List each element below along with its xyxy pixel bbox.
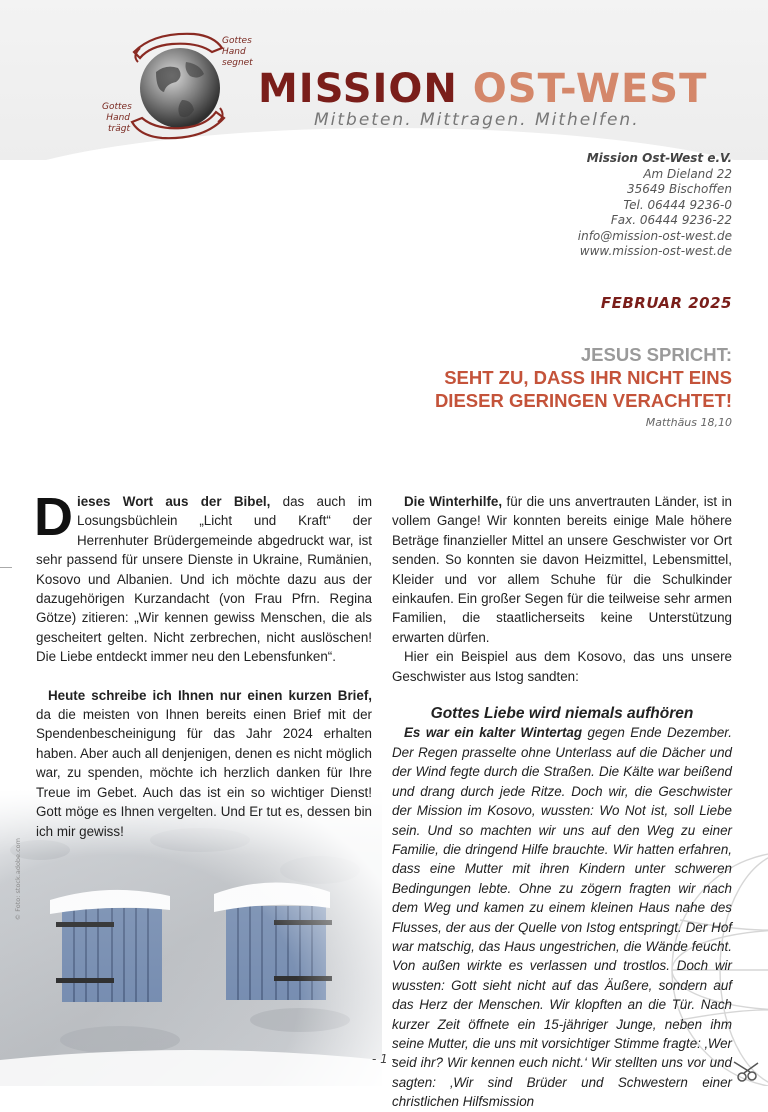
intro-text: das auch im Losungsbüchlein „Licht und Kraft“ der Herrenhuter Brüdergemeinde abgedruckt war, ist sehr passend für unsere Dienste in Ukraine, Rumänien, Kosovo und Albanien. Und ich möchte dazu aus der dazugehörigen Kurzandacht (von Frau Pfrn. Regina Götze) zitieren: „Wir kennen gewiss Menschen, die als gescheitert gelten. Nicht zerbrechen, nicht auslöschen! Die Liebe entdeckt immer neu den Lebensfunken“. xyxy=(36,494,373,665)
address-block xyxy=(578,151,732,260)
logo-text-top-1: Gottes xyxy=(222,36,252,46)
story-title: Gottes Liebe wird niemals aufhören xyxy=(430,705,694,723)
scissors-icon xyxy=(730,1060,760,1082)
logo-text-bottom-1: Gottes xyxy=(102,102,132,112)
winterhilfe-bold: Die Winterhilfe, xyxy=(404,494,503,509)
address-city: 35649 Bischoffen xyxy=(627,182,732,196)
column-right xyxy=(392,492,732,1112)
paragraph-intro xyxy=(34,487,373,667)
paragraph-kosovo-intro: Hier ein Beispiel aus dem Kosovo, das uns unsere Geschwister aus Istog sandten: xyxy=(392,649,732,684)
motto-line-2: SEHT ZU, DASS IHR NICHT EINS xyxy=(444,367,732,388)
address-street: Am Dieland 22 xyxy=(643,166,732,181)
logo-text-top-3: segnet xyxy=(222,58,253,68)
address-fax: Fax. 06444 9236-22 xyxy=(610,213,732,227)
logo-text-top-2: Hand xyxy=(222,47,246,57)
motto-line-1: JESUS SPRICHT: xyxy=(580,344,732,365)
tagline: Mitbeten. Mittragen. Mithelfen. xyxy=(314,110,640,130)
logo-text-bottom-3: trägt xyxy=(108,124,130,134)
verse-reference: Matthäus 18,10 xyxy=(645,416,732,429)
address-org: Mission Ost-West e.V. xyxy=(586,151,732,165)
logo-text-bottom-2: Hand xyxy=(106,113,130,123)
dropcap: D xyxy=(34,487,73,547)
story-text: gegen Ende Dezember. Der Regen prasselte ohne Unterlass auf die Dächer und der Wind fegte durch die Straßen. Die Kälte war beißend und drang durch jede Ritze. Doch wir, die Geschwister der Mission im Kosovo, wussten: Wo Not ist, soll Liebe sein. Und so machten wir uns auf den Weg zu einer Familie, die dringend Hilfe brauchte. Wir hatten erfahren, dass eine Mutter mit ihren Kindern unter schweren Bedingungen lebte. Ohne zu zögern fragten wir nach dem Weg und kamen zu einem kleinen Haus nahe des Flusses, der aus der Quelle von Istog entspringt. Der Hof war matschig, das Haus ungestrichen, die Wände feucht. Von außen wirkte es verlassen und trostlos. Doch wir wussten: Gott sieht nicht auf das Äußere, sondern auf das Herz der Menschen. Wir klopften an die Tür. Nach kurzer Zeit öffnete ein 15-jähriger Junge, neben ihm seine Mutter, die uns mit vorsichtiger Stimme fragte: ‚Wer seid ihr? Wir kennen euch nicht.‘ Wir stellten uns vor und sagten: ‚Wir sind Brüder und Schwestern einer christlichen Hilfsmission xyxy=(392,725,732,1110)
letter-bold: Heute schreibe ich Ihnen nur einen kurzen Brief, xyxy=(48,687,372,703)
paragraph-letter xyxy=(36,686,372,841)
letter-text: da die meisten von Ihnen bereits einen Brief mit der Spendenbescheinigung für das Jahr 2024 erhalten haben. Aber auch all denjenigen, denen es nicht möglich war, zu spenden, möchte ich herzlich danken für Ihre Treue im Gebet. Auch das ist ein so wichtiger Dienst! Gott möge es Ihnen vergelten. Und Er tut es, dessen bin ich mir gewiss! xyxy=(36,707,372,839)
winterhilfe-text: für die uns anvertrauten Länder, ist in vollem Gange! Wir konnten bereits einige Male höhere Beträge finanzieller Mittel an unsere Geschwister vor Ort senden. So konnten sie davon Heizmittel, Lebensmittel, Kleider und vor allem Schuhe für die Schulkinder einkaufen. Ein großer Segen für die teilweise sehr armen Familien, die staatlicherseits keine Unterstützung erwarten dürfen. xyxy=(392,494,732,645)
paragraph-winterhilfe xyxy=(392,492,732,647)
address-email[interactable]: info@mission-ost-west.de xyxy=(577,228,732,243)
issue-date: FEBRUAR 2025 xyxy=(600,294,732,312)
story-bold: Es war ein kalter Wintertag xyxy=(404,725,583,741)
logo xyxy=(98,22,258,147)
intro-bold: ieses Wort aus der Bibel, xyxy=(77,494,271,509)
brand-part-1: MISSION xyxy=(258,66,473,112)
address-tel: Tel. 06444 9236-0 xyxy=(623,197,732,212)
page-number: - 1 - xyxy=(372,1052,396,1066)
column-left xyxy=(34,487,373,841)
motto-line-3: DIESER GERINGEN VERACHTET! xyxy=(434,390,732,411)
fold-mark xyxy=(0,567,12,568)
brand-name xyxy=(258,66,707,112)
motto xyxy=(435,343,732,412)
brand-part-2: OST-WEST xyxy=(472,66,708,112)
address-web[interactable]: www.mission-ost-west.de xyxy=(579,244,732,258)
photo-credit: © Foto: stock.adobe.com xyxy=(14,838,22,921)
